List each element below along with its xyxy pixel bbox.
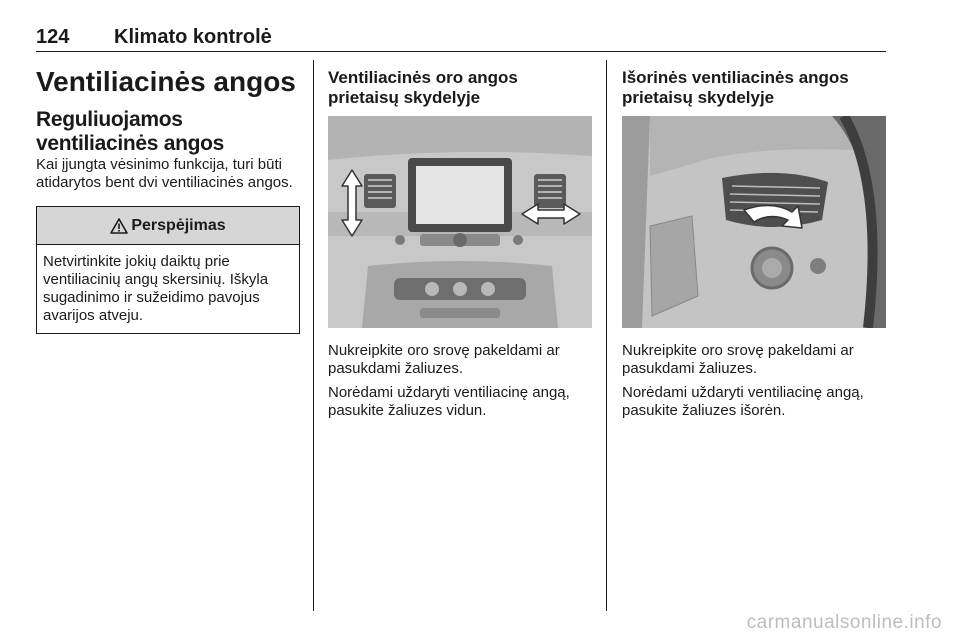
dashboard-vents-illustration [328, 116, 592, 328]
paragraph: Norėdami uždaryti ventiliacinę angą, pasukite žaliuzes išorėn. [622, 384, 864, 419]
page-number: 124 [36, 26, 70, 48]
warning-title: Perspėjimas [131, 216, 226, 234]
page-header [36, 26, 886, 52]
paragraph: Nukreipkite oro srovę pakeldami ar pasukdami žaliuzes. [622, 342, 854, 377]
column-3 [622, 60, 886, 420]
paragraph: Nukreipkite oro srovę pakeldami ar pasukdami žaliuzes. [328, 342, 560, 377]
chapter-title: Klimato kontrolė [114, 26, 272, 48]
subsection-title: Išorinės ventiliacinės angos prietaisų skydelyje [622, 68, 849, 107]
intro-text: Kai įjungta vėsinimo funkcija, turi būti atidarytos bent dvi ventiliacinės angos. [36, 156, 293, 191]
warning-header [37, 207, 299, 245]
paragraph: Norėdami uždaryti ventiliacinę angą, pasukite žaliuzes vidun. [328, 384, 570, 419]
column-1 [36, 60, 300, 334]
section-title: Ventiliacinės angos [36, 66, 296, 97]
warning-text: Netvirtinkite jokių daiktų prie ventiliacinių angų skersinių. Iškyla sugadinimo ir sužeidimo pavojus avarijos atveju. [43, 253, 269, 324]
watermark: carmanualsonline.info [746, 612, 942, 633]
subsection-title: Ventiliacinės oro angos prietaisų skydelyje [328, 68, 518, 107]
column-divider [313, 60, 314, 611]
warning-triangle-icon [110, 218, 128, 234]
warning-box [36, 206, 300, 334]
header-rule [36, 51, 886, 52]
subsection-title: Reguliuojamos ventiliacinės angos [36, 108, 225, 155]
column-2 [328, 60, 592, 420]
side-vent-illustration [622, 116, 886, 328]
column-divider [606, 60, 607, 611]
